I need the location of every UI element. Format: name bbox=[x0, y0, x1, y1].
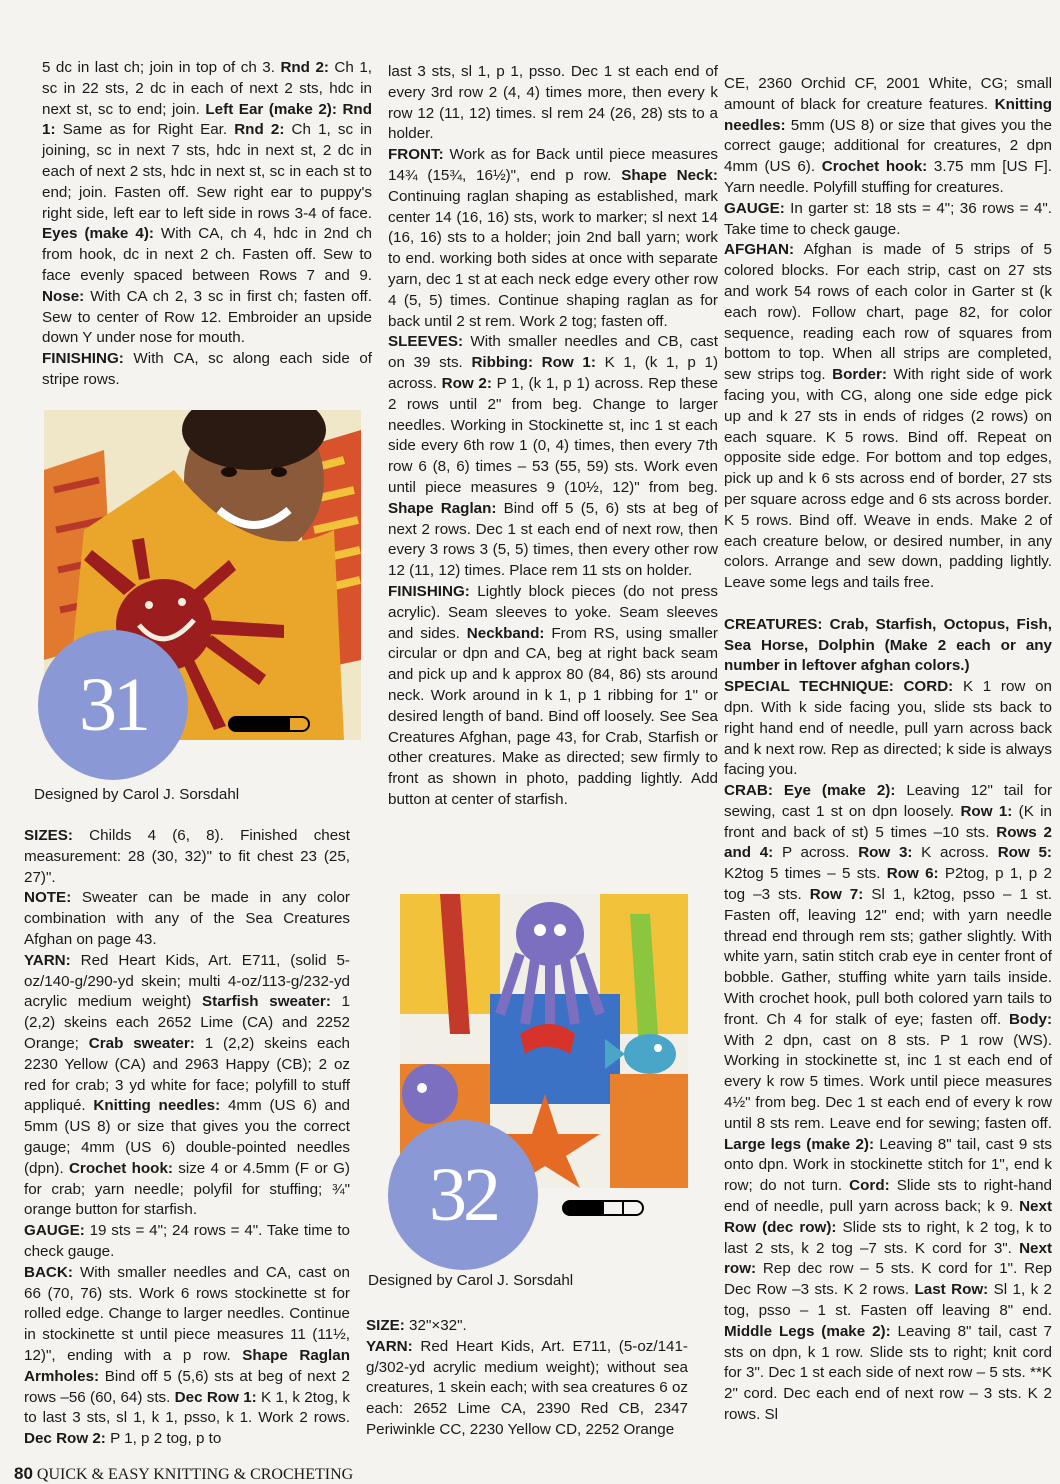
paragraph: SLEEVES: With smaller needles and CB, cast on 39 sts. Ribbing: Row 1: K 1, (k 1, p 1) across. Row 2: P 1, (k 1, p 1) across. Rep these 2 rows until 2" from beg. Change to larger needles. Working in Stockinette st, inc 1 st each side every 6th row 1 (0, 4) times, then every 7th row 6 (8, 6) times – 53 (55, 59) sts. Work even until piece measures 9 (10½, 12)" from beg. Shape Raglan: Bind off 5 (5, 6) sts at beg of next 2 rows. Dec 1 st each end of next row, then every 3 rows 3 (5, 5) times, then every other row 12 (11, 12) times. Place rem 11 sts on holder. bbox=[388, 333, 719, 580]
paragraph: SPECIAL TECHNIQUE: CORD: K 1 row on dpn. With k side facing you, slide sts back to right hand end of needle, pull yarn across back and k next row. Rep as directed; k side is always facing you. bbox=[724, 678, 1052, 779]
column-1-lower-text bbox=[24, 826, 350, 1450]
paragraph: YARN: Red Heart Kids, Art. E711, (5-oz/141-g/302-yd acrylic medium weight); without sea creatures, 1 skein each; with sea creatures 6 oz each: 2652 Lime CA, 2390 Red CB, 2347 Periwinkle CC, 2230 Yellow CD, 2252 Orange bbox=[366, 1337, 688, 1438]
paragraph: SIZE: 32"×32". bbox=[366, 1317, 467, 1334]
paragraph: GAUGE: 19 sts = 4"; 24 rows = 4". Take time to check gauge. bbox=[24, 1222, 350, 1260]
paragraph: NOTE: Sweater can be made in any color combination with any of the Sea Creatures Afghan on page 43. bbox=[24, 889, 350, 948]
designer-credit: Designed by Carol J. Sorsdahl bbox=[34, 786, 240, 803]
paragraph: CRAB: Eye (make 2): Leaving 12" tail for sewing, cast 1 st on dpn loosely. Row 1: (K in front and back of st) 5 times –10 sts. Rows 2 and 4: P across. Row 3: K across. Row 5: K2tog 5 times – 5 sts. Row 6: P2tog, p 1, p 2 tog –3 sts. Row 7: Sl 1, k2tog, psso – 1 st. Fasten off, leaving 12" end; with yarn needle thread end through rem sts; gather slightly. With white yarn, satin stitch crab eye in center front of bobble. Gather, stuffing white yarn tails inside. With crochet hook, pull both colored yarn tails to front. Ch 4 for stalk of eye; fasten off. Body: With 2 dpn, cast on 8 sts. P 1 row (WS). Working in stockinette st, inc 1 st each end of every k row 5 times. Work until piece measures 4½" from beg. Dec 1 st each end of every k row until 8 sts rem. Leave end for sewing; fasten off. Large legs (make 2): Leaving 8" tail, cast 9 sts onto dpn. Work in stockinette stitch for 1", end k row; do not turn. Cord: Slide sts to right-hand end of needle, pull yarn across back; k 9. Next Row (dec row): Slide sts to right, k 2 tog, k to last 2 sts, k 2 tog –7 sts. K cord for 3". Next row: Rep dec row – 5 sts. K cord for 1". Rep Dec Row –3 sts. K 2 rows. Last Row: Sl 1, k 2 tog, psso – 1 st. Fasten off leaving 8" end. Middle Legs (make 2): Leaving 8" tail, cast 7 sts on dpn, k 1 row. Slide sts to right; knit cord for 3". Dec 1 st each side of next row – 5 sts. **K 2" cord. Dec each end of next row – 3 sts. K 2 rows. Sl bbox=[724, 782, 1053, 1423]
column-3-text bbox=[724, 74, 1052, 1426]
paragraph: FINISHING: Lightly block pieces (do not press acrylic). Seam sleeves to yoke. Seam sleeves and sides. Neckband: From RS, using smaller circular or dpn and CA, beg at right back seam and pick up and k approx 80 (84, 86) sts around neck. Work around in k 1, p 1 ribbing for 1" or desired length of band. Bind off loosely. See Sea Creatures Afghan, page 43, for Crab, Starfish or other creatures. Make as directed; sew firmly to front as shown in photo, padding lightly. Add button at center of starfish. bbox=[388, 582, 718, 808]
paragraph: last 3 sts, sl 1, p 1, psso. Dec 1 st each end of every 3rd row 2 (4, 4) times more, then every k row 12 (11, 12) times. sl rem 24 (26, 28) sts to a holder. bbox=[388, 63, 718, 143]
page-footer bbox=[14, 1464, 353, 1484]
skill-level-indicator bbox=[228, 716, 308, 732]
designer-credit: Designed by Carol J. Sorsdahl bbox=[368, 1272, 574, 1289]
paragraph: AFGHAN: Afghan is made of 5 strips of 5 colored blocks. For each strip, cast on 27 sts and work 54 rows of each color in Garter st (k each row). Follow chart, page 82, for color sequence, reading each row of squares from bottom to top. When all strips are completed, sew strips tog. Border: With right side of work facing you, with CG, along one side edge pick up and k 27 sts in ends of ridges (2 rows) on each square. K 5 rows. Bind off. Repeat on opposite side edge. For bottom and top edges, pick up and k 6 sts across end of border, 27 sts per square across edge and 6 sts across border. K 5 rows. Bind off. Weave in ends. Make 2 of each creature below, or desired number, in any colors. Arrange and sew down, padding lightly. Leave some legs and tails free. bbox=[724, 241, 1052, 592]
pattern-number-badge: 32 bbox=[388, 1120, 538, 1270]
paragraph: GAUGE: In garter st: 18 sts = 4"; 36 rows = 4". Take time to check gauge. bbox=[724, 199, 1052, 238]
pattern-number-badge: 31 bbox=[38, 630, 188, 780]
column-2-upper-text bbox=[388, 62, 718, 811]
page-number: 80 bbox=[14, 1464, 33, 1483]
paragraph: YARN: Red Heart Kids, Art. E711, (solid 5-oz/140-g/290-yd skein; multi 4-oz/113-g/232-yd acrylic medium weight) Starfish sweater: 1 (2,2) skeins each 2652 Lime (CA) and 2252 Orange; Crab sweater: 1 (2,2) skeins each 2230 Yellow (CA) and 2963 Happy (CB); 2 oz red for crab; 3 yd white for face; polyfill to stuff appliqué. Knitting needles: 4mm (US 6) and 5mm (US 8) or size that gives you the correct gauge; 4mm (US 6) double-pointed needles (dpn). Crochet hook: size 4 or 4.5mm (F or G) for crab; yarn needle; polyfil for stuffing; ¾" orange button for starfish. bbox=[24, 951, 350, 1219]
paragraph: SIZES: Childs 4 (6, 8). Finished chest measurement: 28 (30, 32)" to fit chest 23 (25, 27)". bbox=[24, 827, 350, 886]
paragraph: CE, 2360 Orchid CF, 2001 White, CG; small amount of black for creature features. Knitting needles: 5mm (US 8) or size that gives you the correct gauge; additional for creatures, 2 dpn 4mm (US 6). Crochet hook: 3.75 mm [US F]. Yarn needle. Polyfill stuffing for creatures. bbox=[724, 75, 1052, 196]
column-1-upper-text bbox=[42, 58, 372, 391]
paragraph bbox=[724, 594, 1052, 615]
publication-title: QUICK & EASY KNITTING & CROCHETING bbox=[36, 1466, 354, 1483]
skill-level-indicator bbox=[562, 1200, 642, 1216]
column-2-lower-text bbox=[366, 1316, 688, 1441]
paragraph: FINISHING: With CA, sc along each side of stripe rows. bbox=[42, 350, 372, 388]
paragraph: CREATURES: Crab, Starfish, Octopus, Fish, Sea Horse, Dolphin (Make 2 each or any number in leftover afghan colors.) bbox=[724, 615, 1052, 675]
paragraph: 5 dc in last ch; join in top of ch 3. Rnd 2: Ch 1, sc in 22 sts, 2 dc in each of next 2 sts, hdc in next st, sc to end; join. Left Ear (make 2): Rnd 1: Same as for Right Ear. Rnd 2: Ch 1, sc in joining, sc in next 7 sts, hdc in next st, 2 dc in each of next 2 sts, hdc in next st, sc in each st to end; join. Fasten off. Sew right ear to puppy's right side, left ear to left side in rows 3-4 of face. Eyes (make 4): With CA, ch 4, hdc in 2nd ch from hook, dc in next 2 ch. Fasten off. Sew to face evenly spaced between Rows 7 and 9. Nose: With CA ch 2, 3 sc in first ch; fasten off. Sew to center of Row 12. Embroider an upside down Y under nose for mouth. bbox=[42, 59, 373, 347]
paragraph: FRONT: Work as for Back until piece measures 14¾ (15¾, 16½)", end p row. Shape Neck: Continuing raglan shaping as established, mark center 14 (16, 16) sts, work to marker; sl next 14 (16, 16) sts to a holder; join 2nd ball yarn; work to end. working both sides at once with separate yarn, dec 1 st at each neck edge every other row 4 (5, 5) times. Continue shaping raglan as for back until 2 st rem. Work 2 tog; fasten off. bbox=[388, 146, 718, 330]
paragraph: BACK: With smaller needles and CA, cast on 66 (70, 76) sts. Work 6 rows stockinette st for rolled edge. Change to larger needles. Continue in stockinette st until piece measures 11 (11½, 12)", ending with a p row. Shape Raglan Armholes: Bind off 5 (5,6) sts at beg of next 2 rows –56 (60, 64) sts. Dec Row 1: K 1, k 2tog, k to last 3 sts, sl 1, k 1, psso, k 1. Work 2 rows. Dec Row 2: P 1, p 2 tog, p to bbox=[24, 1263, 350, 1448]
